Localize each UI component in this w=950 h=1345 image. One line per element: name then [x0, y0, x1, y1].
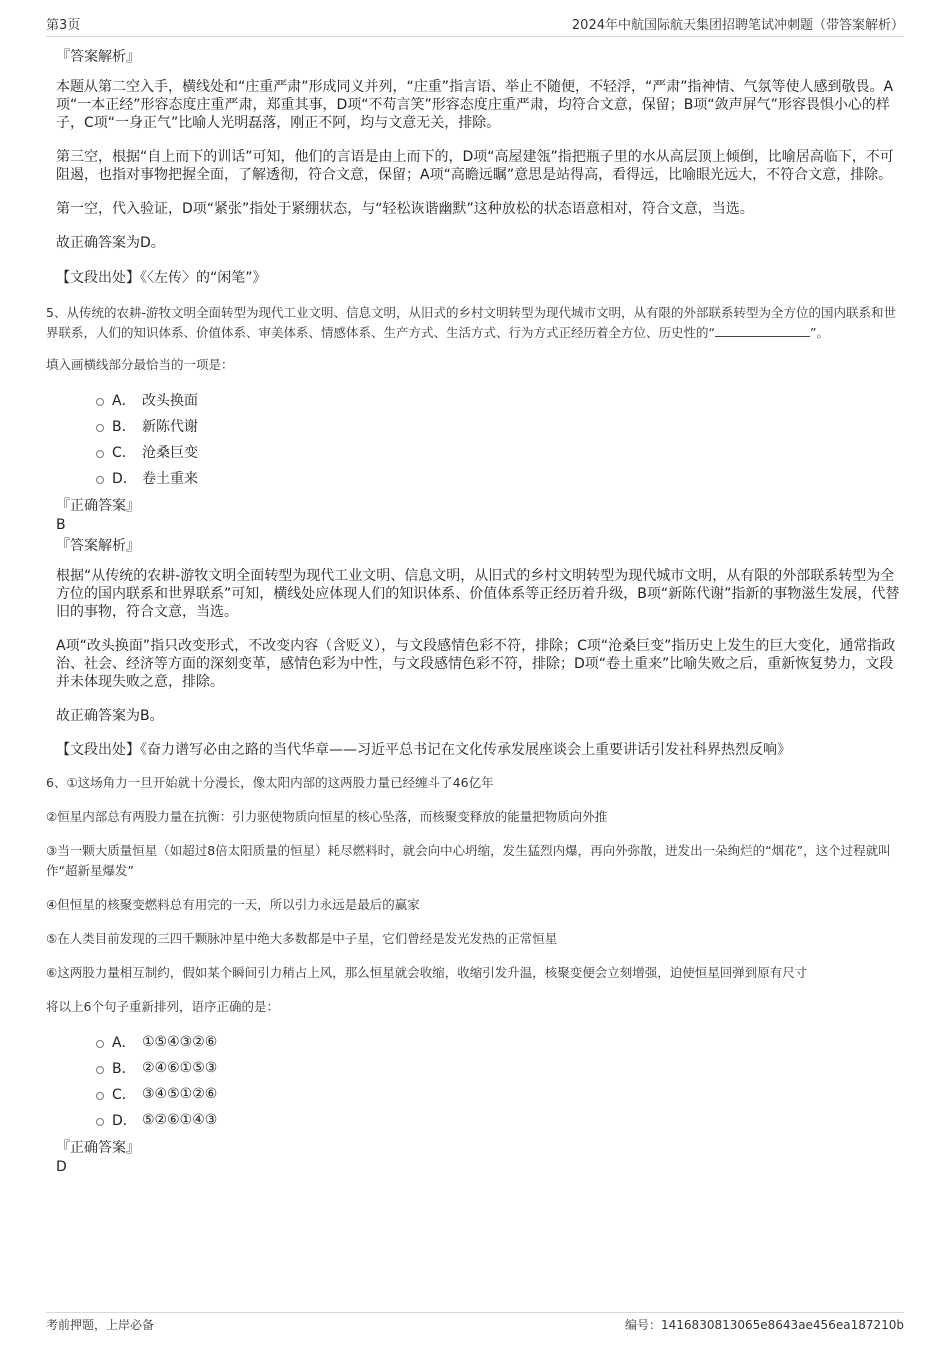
- analysis-paragraph: 第一空，代入验证，D项“紧张”指处于紧绷状态，与“轻松诙谐幽默”这种放松的状态语意相对，符合文意，当选。: [56, 201, 754, 217]
- sentence-2: ②恒星内部总有两股力量在抗衡：引力驱使物质向恒星的核心坠落，而核聚变释放的能量把物质向外推: [46, 809, 608, 824]
- option-d[interactable]: D． 卷土重来: [96, 465, 904, 491]
- correct-answer-label: 『正确答案』: [56, 498, 140, 514]
- footer-slogan: 考前押题，上岸必备: [46, 1318, 155, 1332]
- fill-blank: [715, 324, 810, 337]
- option-d[interactable]: D． ⑤②⑥①④③: [96, 1107, 904, 1133]
- option-a[interactable]: A． ①⑤④③②⑥: [96, 1029, 904, 1055]
- source-citation: 【文段出处】《奋力谱写必由之路的当代华章——习近平总书记在文化传承发展座谈会上重要讲话引发社科界热烈反响》: [56, 742, 791, 758]
- question-text: 5、从传统的农耕-游牧文明全面转型为现代工业文明、信息文明，从旧式的乡村文明转型为现代城市文明，从有限的外部联系转型为全方位的国内联系和世界联系，人们的知识体系、价值体系、审美体系、情感体系、生产方式、生活方式、行为方式正经历着全方位、历史性的“ ”。: [46, 305, 896, 340]
- page-header: [46, 14, 904, 37]
- radio-icon[interactable]: [96, 450, 104, 458]
- page-number: 第3页: [46, 18, 81, 33]
- question-6: [46, 773, 904, 1175]
- radio-icon[interactable]: [96, 1040, 104, 1048]
- sentence-6: ⑥这两股力量相互制约，假如某个瞬间引力稍占上风，那么恒星就会收缩，收缩引发升温，核聚变便会立刻增强，迫使恒星回弹到原有尺寸: [46, 965, 808, 980]
- question-prompt: 将以上6个句子重新排列，语序正确的是：: [46, 999, 279, 1014]
- sentence-1: 6、①这场角力一旦开始就十分漫长，像太阳内部的这两股力量已经缠斗了46亿年: [46, 775, 494, 790]
- option-list: [46, 1029, 904, 1133]
- correct-answer: D: [56, 1159, 67, 1175]
- source-citation: 【文段出处】《〈左传〉的“闲笔”》: [56, 270, 267, 286]
- sentence-4: ④但恒星的核聚变燃料总有用完的一天，所以引力永远是最后的赢家: [46, 897, 420, 912]
- analysis-label: 『答案解析』: [56, 538, 140, 554]
- option-c[interactable]: C． 沧桑巨变: [96, 439, 904, 465]
- page-footer: [46, 1312, 904, 1333]
- answer-statement: 故正确答案为B。: [56, 708, 164, 724]
- page-content: [46, 46, 904, 1175]
- radio-icon[interactable]: [96, 1118, 104, 1126]
- correct-answer: B: [56, 517, 66, 533]
- analysis-label: 『答案解析』: [56, 49, 140, 65]
- document-title: 2024年中航国际航天集团招聘笔试冲刺题（带答案解析）: [571, 18, 904, 33]
- sentence-3: ③当一颗大质量恒星（如超过8倍太阳质量的恒星）耗尽燃料时，就会向中心坍缩，发生猛烈内爆，再向外弥散，迸发出一朵绚烂的“烟花”，这个过程就叫作“超新星爆发”: [46, 843, 891, 878]
- answer-statement: 故正确答案为D。: [56, 235, 165, 251]
- sentence-5: ⑤在人类目前发现的三四千颗脉冲星中绝大多数都是中子星，它们曾经是发光发热的正常恒星: [46, 931, 558, 946]
- radio-icon[interactable]: [96, 1066, 104, 1074]
- analysis-paragraph: A项“改头换面”指只改变形式，不改变内容（含贬义），与文段感情色彩不符，排除；C项“沧桑巨变”指历史上发生的巨大变化，通常指政治、社会、经济等方面的深刻变革，感情色彩为中性，与文段感情色彩不符，排除；D项“卷土重来”比喻失败之后，重新恢复势力，文段并未体现失败之意，排除。: [56, 638, 896, 690]
- analysis-paragraph: 第三空，根据“自上而下的训话”可知，他们的言语是由上而下的，D项“高屋建瓴”指把瓶子里的水从高层顶上倾倒，比喻居高临下，不可阻遏，也指对事物把握全面，了解透彻，符合文意，保留；A项“高瞻远瞩”意思是站得高，看得远，比喻眼光远大，不符合文意，排除。: [56, 149, 894, 183]
- option-b[interactable]: B． 新陈代谢: [96, 413, 904, 439]
- question-5: [46, 303, 904, 759]
- radio-icon[interactable]: [96, 476, 104, 484]
- question-prompt: 填入画横线部分最恰当的一项是：: [46, 357, 234, 372]
- document-id: 编号：1416830813065e8643ae456ea187210b: [625, 1318, 904, 1332]
- option-a[interactable]: A． 改头换面: [96, 387, 904, 413]
- analysis-paragraph: 根据“从传统的农耕-游牧文明全面转型为现代工业文明、信息文明，从旧式的乡村文明转型为现代城市文明，从有限的外部联系转型为全方位的国内联系和世界联系”可知，横线处应体现人们的知识体系、价值体系等正经历着升级，B项“新陈代谢”指新的事物滋生发展，代替旧的事物，符合文意，当选。: [56, 568, 900, 620]
- option-b[interactable]: B． ②④⑥①⑤③: [96, 1055, 904, 1081]
- radio-icon[interactable]: [96, 1092, 104, 1100]
- radio-icon[interactable]: [96, 424, 104, 432]
- option-list: [46, 387, 904, 491]
- analysis-paragraph: 本题从第二空入手，横线处和“庄重严肃”形成同义并列，“庄重”指言语、举止不随便，不轻浮，“严肃”指神情、气氛等使人感到敬畏。A项“一本正经”形容态度庄重严肃，郑重其事，D项“不苟言笑”形容态度庄重严肃，均符合文意，保留；B项“敛声屏气”形容畏惧小心的样子，C项“一身正气”比喻人光明磊落，刚正不阿，均与文意无关，排除。: [56, 79, 894, 131]
- correct-answer-label: 『正确答案』: [56, 1140, 140, 1156]
- radio-icon[interactable]: [96, 398, 104, 406]
- option-c[interactable]: C． ③④⑤①②⑥: [96, 1081, 904, 1107]
